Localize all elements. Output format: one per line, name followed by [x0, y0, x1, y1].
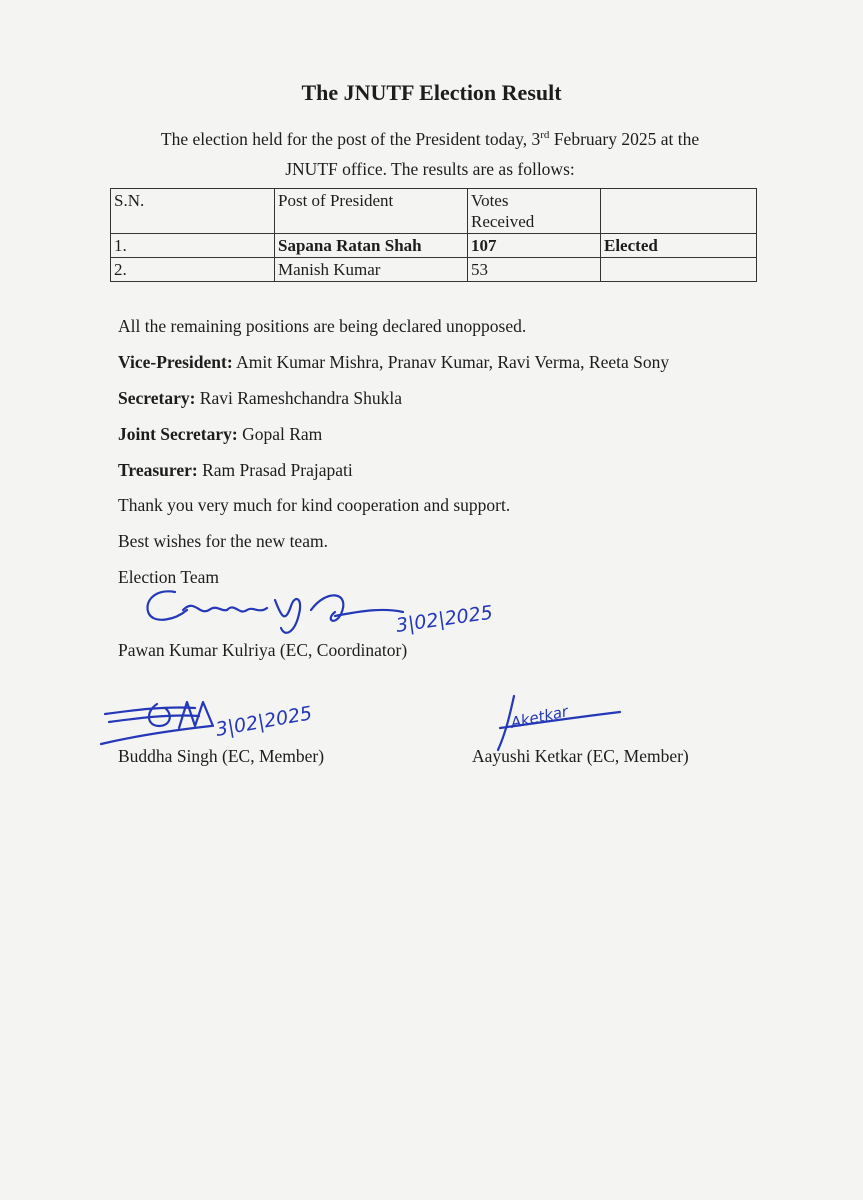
- intro-line-2: JNUTF office. The results are as follows:: [285, 158, 575, 179]
- member2-name: Aayushi Ketkar (EC, Member): [472, 746, 689, 766]
- row1-status: Elected: [601, 234, 757, 258]
- coordinator-name: Pawan Kumar Kulriya (EC, Coordinator): [118, 640, 408, 660]
- member1-name: Buddha Singh (EC, Member): [118, 746, 325, 766]
- member2-signature-text: Aketkar: [509, 702, 570, 732]
- member1-signature: [95, 692, 365, 752]
- vice-president-label: Vice-President:: [118, 352, 233, 372]
- row1-name: Sapana Ratan Shah: [275, 234, 468, 258]
- member2-signature: [470, 688, 640, 754]
- row1-sn: 1.: [111, 234, 275, 258]
- row2-votes: 53: [468, 258, 601, 282]
- coordinator-date: 3|02|2025: [394, 601, 495, 637]
- row2-sn: 2.: [111, 258, 275, 282]
- joint-secretary-line: [118, 424, 322, 445]
- table-row: [111, 234, 757, 258]
- vice-president-value: Amit Kumar Mishra, Pranav Kumar, Ravi Verma, Reeta Sony: [232, 352, 670, 372]
- row2-name: Manish Kumar: [275, 258, 468, 282]
- intro-text-start: The election held for the post of the President today, 3: [160, 128, 541, 149]
- header-post: Post of President: [275, 189, 468, 234]
- vice-president-line: [118, 352, 669, 373]
- intro-text-end: February 2025 at the: [549, 128, 700, 149]
- secretary-line: [118, 388, 402, 409]
- table-header-row: [111, 189, 757, 234]
- joint-secretary-value: Gopal Ram: [237, 424, 323, 444]
- treasurer-value: Ram Prasad Prajapati: [197, 460, 353, 480]
- member1-date: 3|02|2025: [214, 702, 314, 741]
- wishes-line: Best wishes for the new team.: [118, 531, 328, 551]
- intro-ordinal-suffix: rd: [540, 129, 550, 141]
- unopposed-line: All the remaining positions are being declared unopposed.: [118, 316, 527, 336]
- header-votes-line1: Votes: [471, 191, 509, 210]
- table-row: [111, 258, 757, 282]
- header-votes: [468, 189, 601, 234]
- header-sn: S.N.: [111, 189, 275, 234]
- thanks-line: Thank you very much for kind cooperation and support.: [118, 495, 511, 515]
- header-votes-line2: Received: [471, 212, 535, 231]
- document-title: The JNUTF Election Result: [301, 80, 562, 105]
- treasurer-line: [118, 460, 353, 481]
- row1-votes: 107: [468, 234, 601, 258]
- treasurer-label: Treasurer:: [118, 460, 198, 480]
- secretary-value: Ravi Rameshchandra Shukla: [195, 388, 402, 408]
- results-table: [110, 188, 757, 282]
- row2-status: [601, 258, 757, 282]
- header-status: [601, 189, 757, 234]
- election-team-line: Election Team: [118, 567, 219, 587]
- intro-paragraph: [100, 120, 760, 184]
- joint-secretary-label: Joint Secretary:: [118, 424, 238, 444]
- secretary-label: Secretary:: [118, 388, 196, 408]
